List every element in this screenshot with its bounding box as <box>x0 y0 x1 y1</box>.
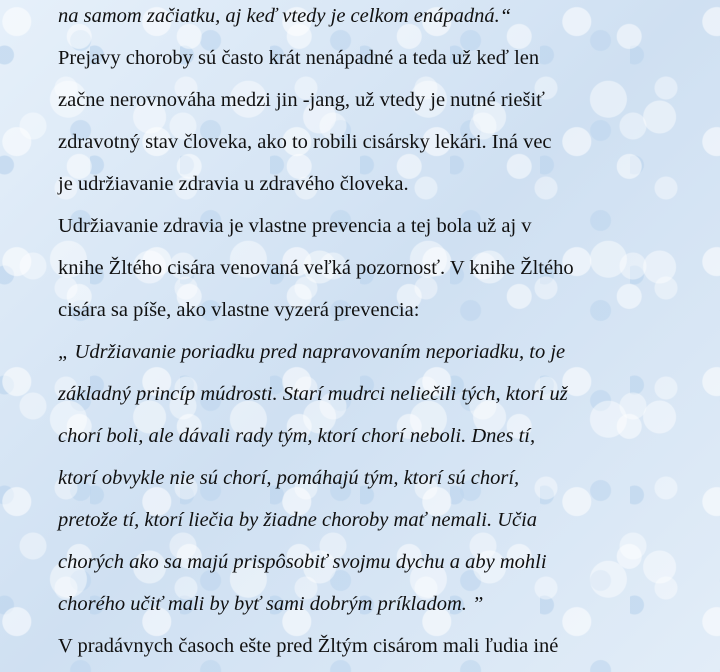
text-line: Udržiavanie zdravia je vlastne prevencia a tej bola už aj v <box>58 215 532 237</box>
quote-line: pretože tí, ktorí liečia by žiadne choroby mať nemali. Učia <box>58 509 538 531</box>
text-line: zdravotný stav človeka, ako to robili cisársky lekári. Iná vec <box>58 131 552 153</box>
quote-line: chorých ako sa majú prispôsobiť svojmu dychu a aby mohli <box>58 551 547 573</box>
text-line: na samom začiatku, aj keď vtedy je celkom enápadná.“ <box>58 5 512 27</box>
text-line: je udržiavanie zdravia u zdravého človeka. <box>58 173 409 195</box>
text-line: V pradávnych časoch ešte pred Žltým cisárom mali ľudia iné <box>58 635 559 657</box>
quote-line: ktorí obvykle nie sú chorí, pomáhajú tým, ktorí sú chorí, <box>58 467 520 489</box>
text-line: začne nerovnováha medzi jin -jang, už vtedy je nutné riešiť <box>58 89 545 111</box>
quote-line: chorého učiť mali by byť sami dobrým príkladom. ” <box>58 593 484 615</box>
quote-line: základný princíp múdrosti. Starí mudrci neliečili tých, ktorí už <box>58 383 568 405</box>
text-line: knihe Žltého cisára venovaná veľká pozornosť. V knihe Žltého <box>58 257 574 279</box>
quote-line: chorí boli, ale dávali rady tým, ktorí chorí neboli. Dnes tí, <box>58 425 536 447</box>
text-line: Prejavy choroby sú často krát nenápadné a teda už keď len <box>58 47 540 69</box>
quote-line: „ Udržiavanie poriadku pred napravovaním neporiadku, to je <box>58 341 566 363</box>
text-line: cisára sa píše, ako vlastne vyzerá prevencia: <box>58 299 420 321</box>
